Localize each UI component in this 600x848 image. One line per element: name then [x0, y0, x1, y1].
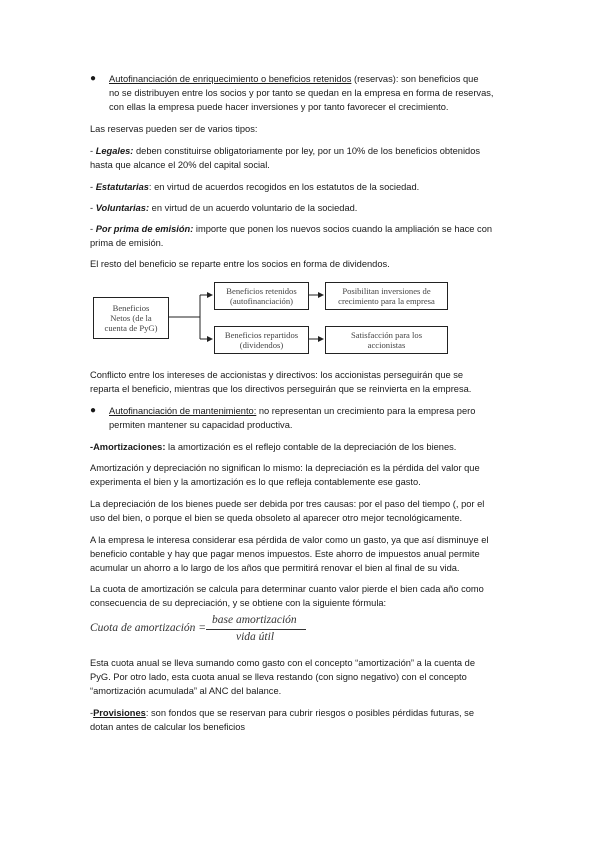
interes-empresa: A la empresa le interesa considerar esa pérdida de valor como un gasto, ya que así disminuye el beneficio contable y hay que pagar menos impuestos. Este ahorro de impuestos anual permite acumular un ahorro a lo largo de los años que permitirá renovar el bien al final de su vida.	[90, 535, 489, 573]
formula-denominator: vida útil	[236, 631, 275, 643]
term-autofinanciacion-mantenimiento: Autofinanciación de mantenimiento:	[109, 406, 257, 416]
cuota-anual-explanation: Esta cuota anual se lleva sumando como gasto con el concepto “amortización” a la cuenta de PyG. Por otro lado, esta cuota anual se lleva restando (con signo negativo) con el concepto “amortización acumulada” al ANC del balance.	[90, 658, 476, 696]
reservas-intro: Las reservas pueden ser de varios tipos:	[90, 124, 258, 134]
diagram-box-satisfaccion-accionistas: Satisfacción para los accionistas	[325, 326, 448, 354]
formula-numerator: base amortización	[212, 614, 297, 626]
diagram-box-beneficios-netos: Beneficios Netos (de la cuenta de PyG)	[93, 297, 169, 339]
diagram-box-posibilitan-inversiones: Posibilitan inversiones de crecimiento para la empresa	[325, 282, 448, 310]
reserva-prima-emision: - Por prima de emisión: importe que ponen los nuevos socios cuando la ampliación se hace con prima de emisión.	[90, 224, 493, 248]
formula-fraction-bar	[206, 629, 306, 630]
causas-depreciacion: La depreciación de los bienes puede ser debida por tres causas: por el paso del tiempo (, por el uso del bien, o porque el bien se queda obsoleto al aparecer otro mejor tecnológicamente.	[90, 499, 485, 523]
conflicto-intereses: Conflicto entre los intereses de accionistas y directivos: los accionistas perseguirán que se reparta el beneficio, mientras que los directivos perseguirán que se reinvierta en la empresa.	[90, 370, 472, 394]
paragraph-autofinanciacion-mantenimiento: Autofinanciación de mantenimiento: no representan un crecimiento para la empresa pero permiten mantener su capacidad productiva.	[109, 406, 476, 430]
cuota-amortizacion-intro: La cuota de amortización se calcula para determinar cuanto valor pierde el bien cada año como consecuencia de su depreciación, y se obtiene con la siguiente fórmula:	[90, 584, 484, 608]
reserva-legales: - Legales: deben constituirse obligatoriamente por ley, por un 10% de los beneficios obtenidos hasta que alcance el 20% del capital social.	[90, 146, 481, 170]
bullet-icon: ●	[90, 73, 97, 84]
amortizacion-vs-depreciacion: Amortización y depreciación no significan lo mismo: la depreciación es la pérdida del valor que experimenta el bien y la amortización es lo que refleja contablemente ese gasto.	[90, 463, 480, 487]
term-autofinanciacion-enriquecimiento: Autofinanciación de enriquecimiento o beneficios retenidos	[109, 74, 352, 84]
provisiones-definition: -Provisiones: son fondos que se reservan para cubrir riesgos o posibles pérdidas futuras, se dotan antes de calcular los beneficios	[90, 708, 474, 732]
diagram-box-beneficios-repartidos: Beneficios repartidos (dividendos)	[214, 326, 309, 354]
reserva-voluntarias: - Voluntarias: en virtud de un acuerdo voluntario de la sociedad.	[90, 203, 358, 213]
diagram-box-beneficios-retenidos: Beneficios retenidos (autofinanciación)	[214, 282, 309, 310]
resto-beneficio: El resto del beneficio se reparte entre los socios en forma de dividendos.	[90, 259, 390, 269]
amortizaciones-definition: -Amortizaciones: la amortización es el reflejo contable de la depreciación de los bienes.	[90, 442, 457, 452]
paragraph-reservas-definition: Autofinanciación de enriquecimiento o beneficios retenidos (reservas): son beneficios que no se distribuyen entre los socios y por tanto se quedan en la empresa en forma de reservas, con ellas la empresa puede hacer inversiones y por tanto favorecer el crecimiento.	[109, 74, 494, 112]
reserva-estatutarias: - Estatutarias: en virtud de acuerdos recogidos en los estatutos de la sociedad.	[90, 182, 420, 192]
bullet-icon: ●	[90, 405, 97, 416]
formula-cuota-amortizacion	[90, 614, 320, 646]
formula-lhs: Cuota de amortización =	[90, 622, 207, 634]
